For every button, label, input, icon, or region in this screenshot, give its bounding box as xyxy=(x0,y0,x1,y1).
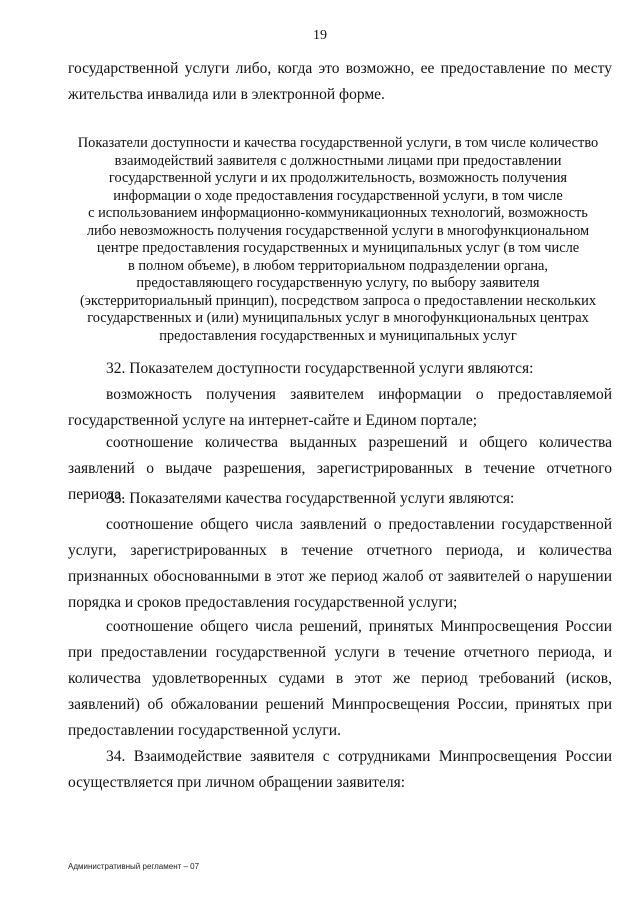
heading-line: предоставляющего государственную услугу, по выбору заявителя xyxy=(136,275,540,291)
clause-32-item-1: возможность получения заявителем информации о предоставляемой государственной услуге на интернет-сайте и Едином портале; xyxy=(68,386,612,429)
heading-line: (экстерриториальный принцип), посредством запроса о предоставлении нескольких xyxy=(79,292,597,309)
heading-line: либо невозможность получения государственной услуги в многофункциональном xyxy=(86,222,590,239)
heading-line: взаимодействий заявителя с должностными лицами при предоставлении xyxy=(114,152,562,169)
clause-33-item-1: соотношение общего числа заявлений о предоставлении государственной услуги, зарегистрированных в течение отчетного периода, и количества признанных обоснованными в этот же период жалоб от заявителей о нарушении порядка и сроков предоставления государственной услуги; xyxy=(68,516,612,611)
heading-line: государственной услуги и их продолжительность, возможность получения xyxy=(108,170,568,186)
section-heading xyxy=(60,135,616,345)
heading-line: информации о ходе предоставления государственной услуги, в том числе xyxy=(113,187,563,204)
continuation-paragraph: государственной услуги либо, когда это возможно, ее предоставление по месту жительства инвалида или в электронной форме. xyxy=(68,60,612,103)
heading-line: предоставления государственных и муниципальных услуг xyxy=(159,327,517,344)
heading-line: центре предоставления государственных и муниципальных услуг (в том числе xyxy=(96,240,580,256)
clause-32: 32. Показателем доступности государственной услуги являются: xyxy=(106,360,534,377)
heading-line: Показатели доступности и качества государственной услуги, в том числе количество xyxy=(77,135,599,151)
heading-line: с использованием информационно-коммуникационных технологий, возможность xyxy=(88,205,588,221)
footer-note: Административный регламент – 07 xyxy=(68,862,200,871)
heading-line: в полном объеме), в любом территориальном подразделении органа, xyxy=(127,257,549,274)
clause-33-item-2: соотношение общего числа решений, принятых Минпросвещения России при предоставлении государственной услуги в течение отчетного периода, и количества удовлетворенных судами в этот же период требований (исков, заявлений) об обжаловании решений Минпросвещения России, принятых при предоставлении государственной услуги. xyxy=(68,618,612,739)
clause-32-item-2: соотношение количества выданных разрешений и общего количества заявлений о выдаче разрешения, зарегистрированных в течение отчетного периода. xyxy=(68,434,612,503)
heading-line: государственных и (или) муниципальных услуг в многофункциональных центрах xyxy=(87,310,589,326)
clause-34: 34. Взаимодействие заявителя с сотрудниками Минпросвещения России осуществляется при личном обращении заявителя: xyxy=(68,748,612,791)
page-number: 19 xyxy=(313,28,327,43)
clause-33: 33. Показателями качества государственной услуги являются: xyxy=(106,490,515,507)
